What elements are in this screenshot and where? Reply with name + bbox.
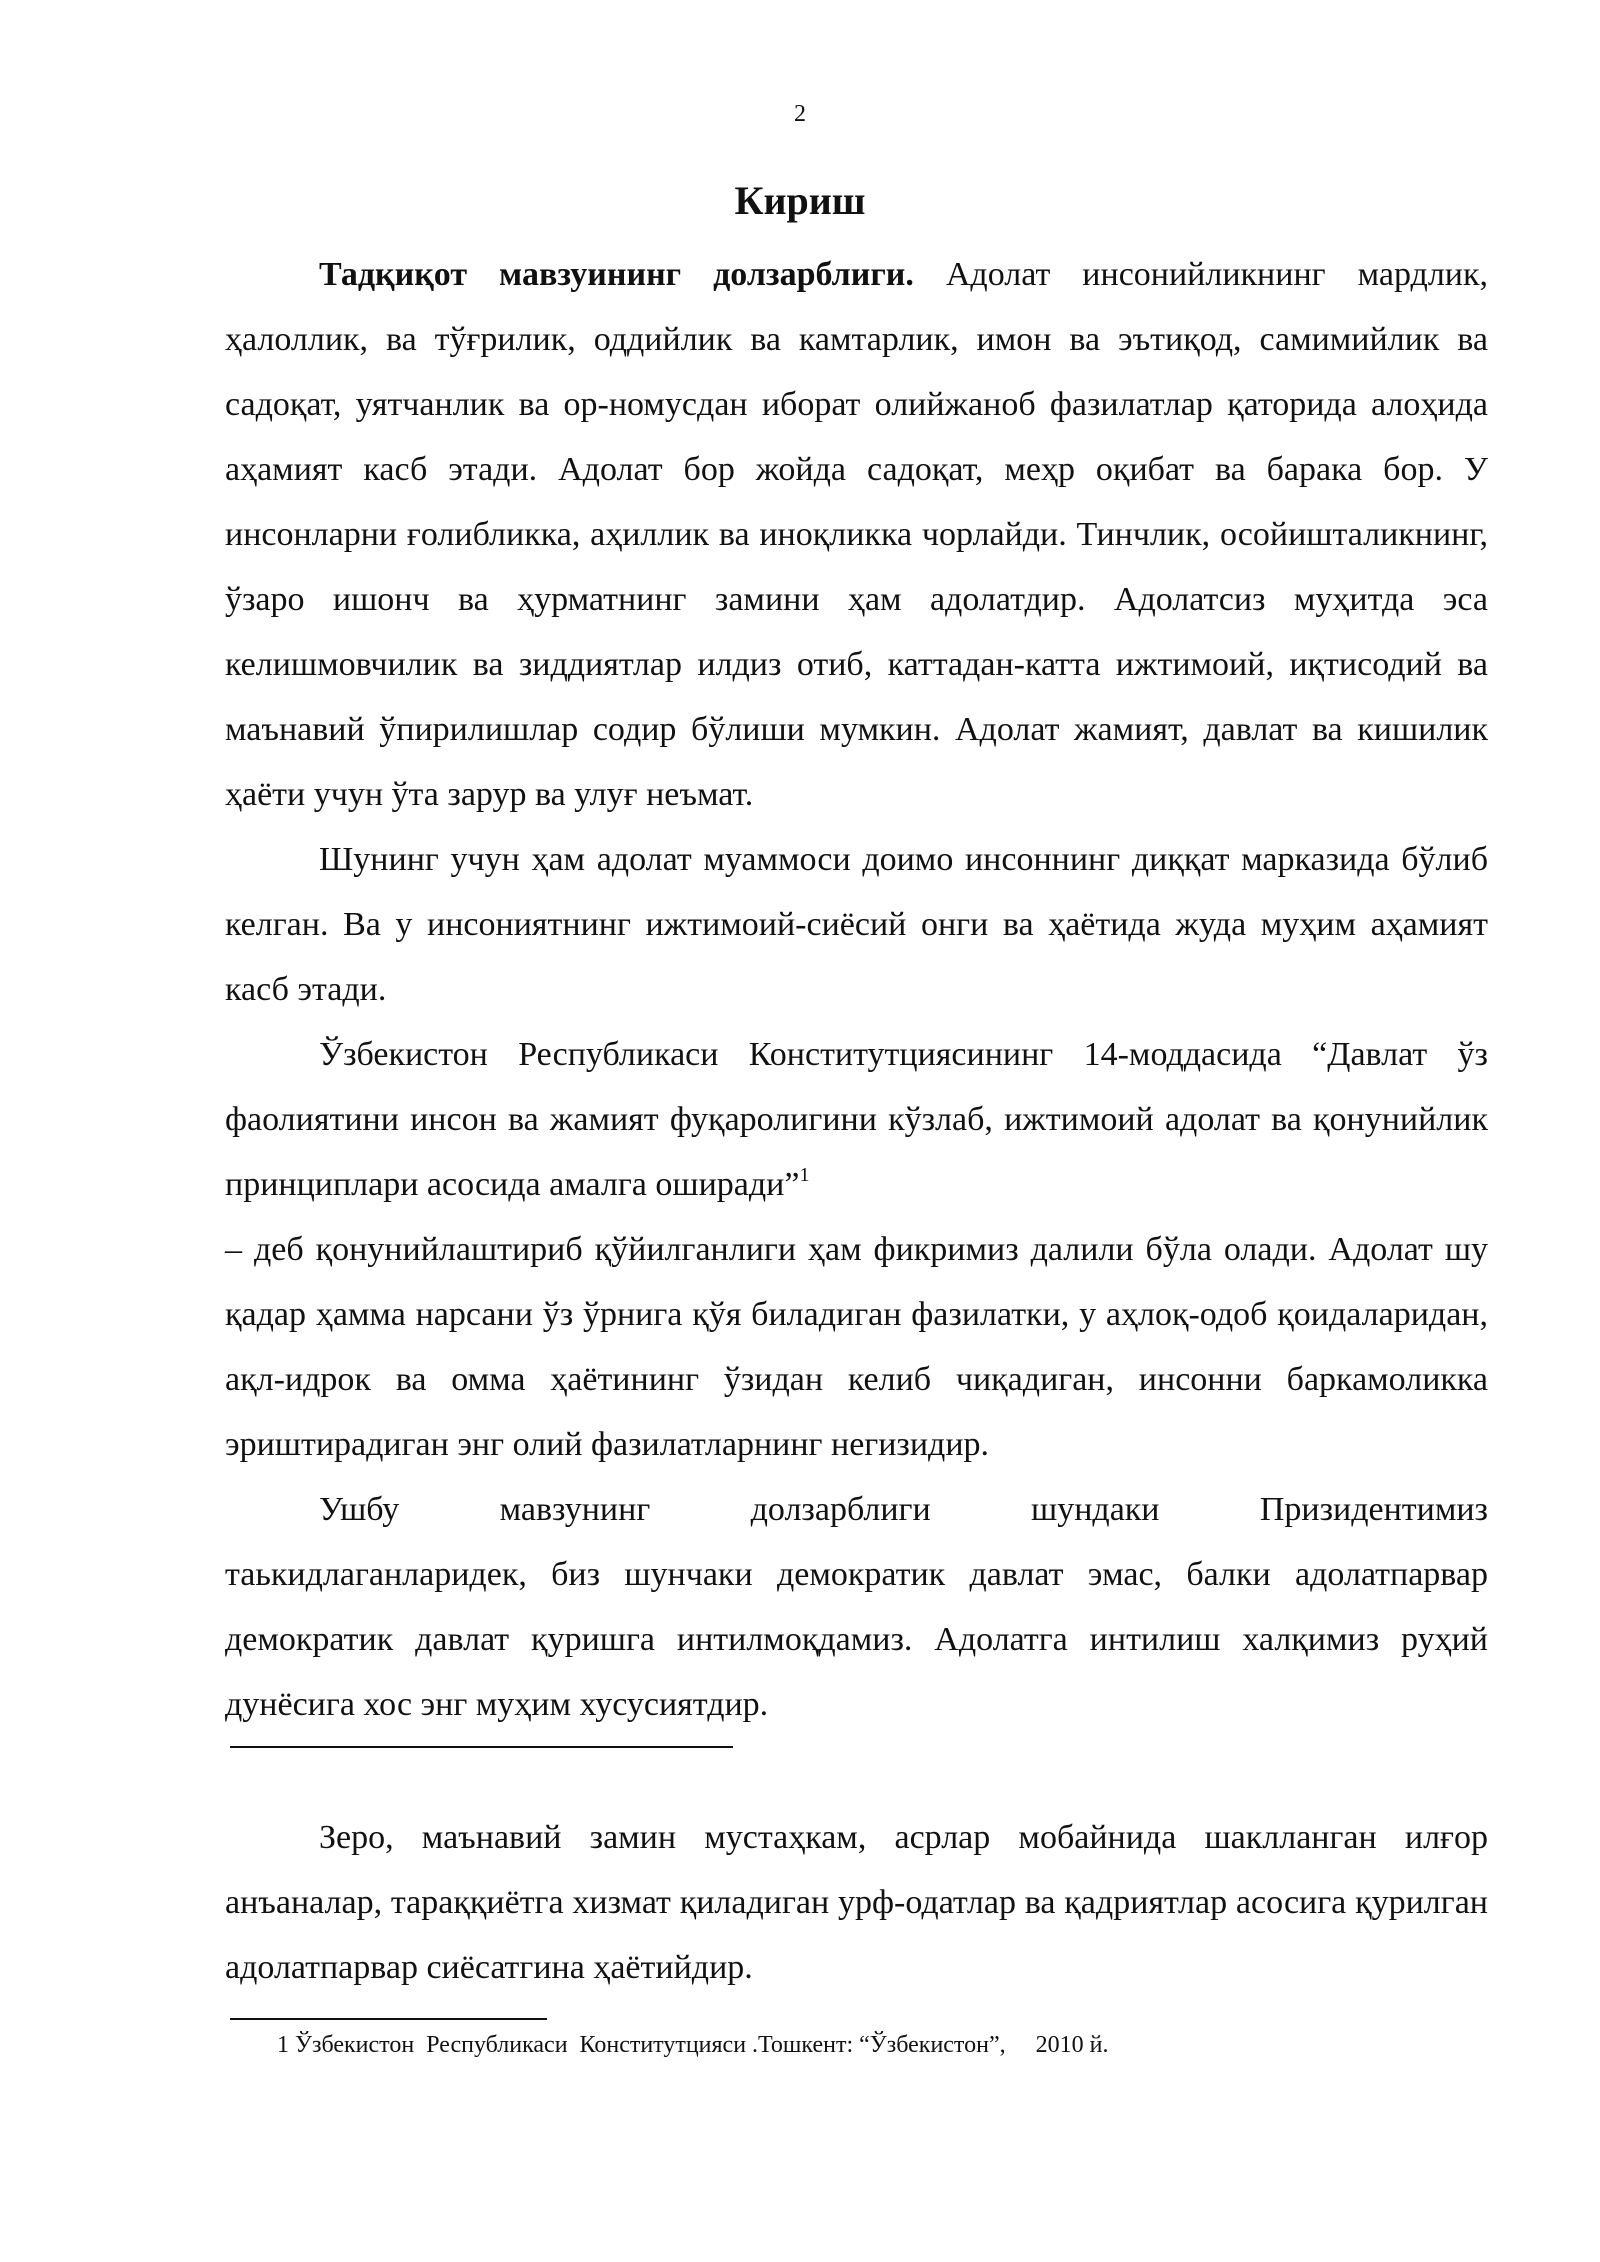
section-divider (230, 1746, 733, 1748)
paragraph-legalization: – деб қонунийлаштириб қўйилганлиги ҳам фикримиз далили бўла олади. Адолат шу қадар ҳамма нарсани ўз ўрнига қўя биладиган фазилатки, у аҳлоқ-одоб қоидаларидан, ақл-идрок ва омма ҳаётининг ўзидан келиб чиқадиган, инсонни баркамоликка эриштирадиган энг олий фазилатларнинг негизидир. (225, 1231, 1488, 1463)
footnote-reference[interactable]: 1 (799, 1164, 810, 1186)
section-heading: Кириш (734, 178, 866, 223)
footnote: 1 Ўзбекистон Республикаси Конститутцияси .Тошкент: “Ўзбекистон”, 2010 й. (277, 2032, 1109, 2058)
page-number: 2 (794, 101, 806, 127)
paragraph-justice-problem: Шунинг учун ҳам адолат муаммоси доимо инсоннинг диққат марказида бўлиб келган. Ва у инсониятнинг ижтимоий-сиёсий онги ва ҳаётида жуда муҳим аҳамият касб этади. (225, 841, 1488, 1008)
paragraph-constitution-quote (225, 1022, 1488, 1217)
footnote-separator (230, 2018, 547, 2020)
paragraph-relevance (225, 242, 1488, 827)
paragraph-president-rest: таькидлаганларидек, биз шунчаки демократик давлат эмас, балки адолатпарвар демократик давлат қуришга интилмоқдамиз. Адолатга интилиш халқимиз руҳий дунёсига хос энг муҳим хусусиятдир. (225, 1556, 1488, 1723)
relevance-bold-lead: Тадқиқот мавзуининг долзарблиги. (319, 256, 914, 293)
constitution-quote-text: Ўзбекистон Республикаси Конститутциясининг 14-моддасида “Давлат ўз фаолиятини инсон ва жамият фуқаролигини кўзлаб, ижтимоий адолат ва қонунийлик принциплари асосида амалга оширади” (225, 1036, 1488, 1203)
paragraph-president-line: Ушбу мавзунинг долзарблиги шундаки Призидентимиз (319, 1491, 1488, 1528)
paragraph-spiritual-foundation: Зеро, маънавий замин мустаҳкам, асрлар мобайнида шаклланган илғор анъаналар, тараққиётга хизмат қиладиган урф-одатлар ва қадриятлар асосига қурилган адолатпарвар сиёсатгина ҳаётийдир. (225, 1819, 1488, 1986)
secondary-text-block (225, 1805, 1488, 2000)
relevance-text: Адолат инсонийликнинг мардлик, ҳалоллик, ва тўғрилик, оддийлик ва камтарлик, имон ва эътиқод, самимийлик ва садоқат, уятчанлик ва ор-номусдан иборат олийжаноб фазилатлар қаторида алоҳида аҳамият касб этади. Адолат бор жойда садоқат, меҳр оқибат ва барака бор. У инсонларни ғолибликка, аҳиллик ва иноқликка чорлайди. Тинчлик, осойишталикнинг, ўзаро ишонч ва ҳурматнинг замини ҳам адолатдир. Адолатсиз муҳитда эса келишмовчилик ва зиддиятлар илдиз отиб, каттадан-катта ижтимоий, иқтисодий ва маънавий ўпирилишлар содир бўлиши мумкин. Адолат жамият, давлат ва кишилик ҳаёти учун ўта зарур ва улуғ неъмат. (225, 256, 1489, 813)
main-text-block (225, 242, 1488, 1737)
